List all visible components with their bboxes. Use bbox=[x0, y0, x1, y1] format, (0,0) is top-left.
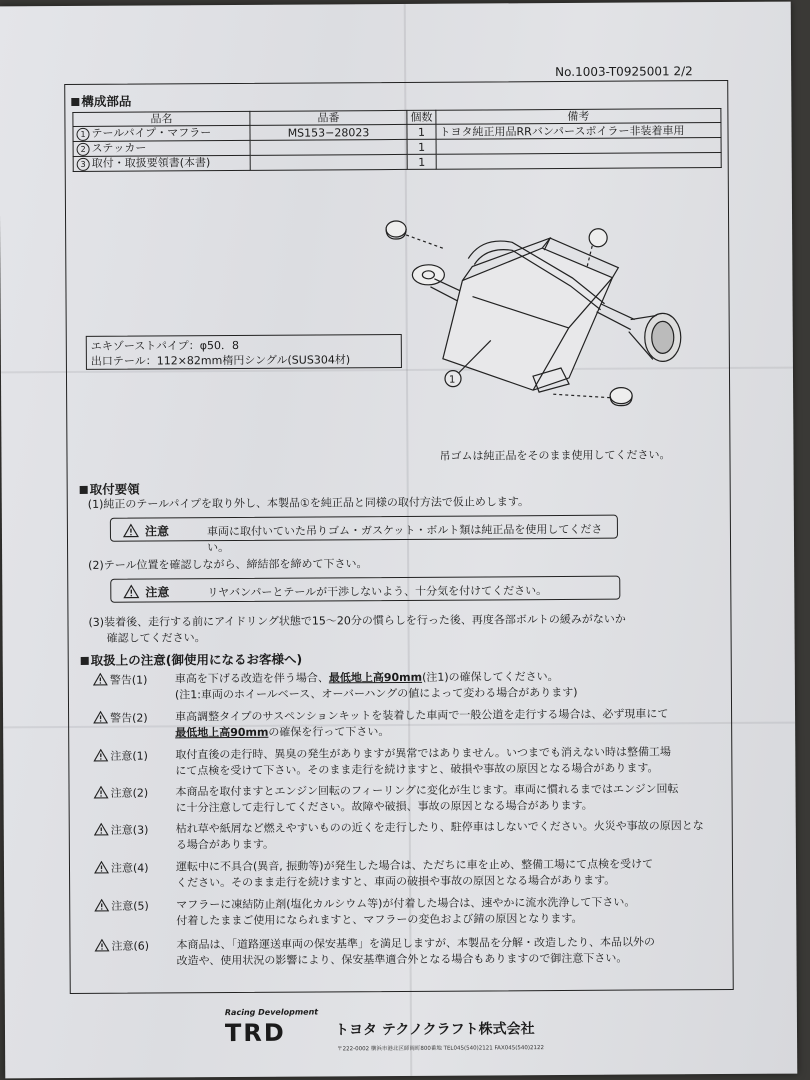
handling-text-2: に十分注意して走行してください。故障や破損、事故の原因となる場合があります。 bbox=[175, 798, 593, 815]
caution-label: 注意 bbox=[144, 524, 170, 539]
warning-triangle-icon bbox=[93, 711, 108, 724]
spec-box bbox=[86, 334, 402, 370]
handling-text: 車高調整タイプのサスペンションキットを装着した車両で一般公道を走行する場合は、必ず現車にて bbox=[175, 707, 669, 724]
warning-triangle-icon bbox=[94, 861, 109, 874]
part-remarks: トヨタ純正用品RRバンパースポイラー非装着車用 bbox=[436, 123, 721, 140]
parts-table bbox=[72, 108, 721, 172]
handling-label: 注意(6) bbox=[111, 939, 150, 953]
part-remarks bbox=[436, 153, 721, 170]
handling-text: 車高を下げる改造を伴う場合、 bbox=[174, 671, 329, 686]
handling-text-2: ください。そのまま走行を続けますと、車両の破損や事故の原因となる場合があります。 bbox=[176, 873, 616, 890]
install-heading: 取付要領 bbox=[80, 480, 140, 498]
install-step-1: (1)純正のテールパイプを取り外し、本製品①を純正品と同様の取付方法で仮止めします。 bbox=[87, 495, 530, 511]
spec-outlet-tail: 出口テール：112×82mm楕円シングル(SUS304材) bbox=[90, 353, 351, 368]
caution-message-1: 車両に取付いていた吊りゴム・ガスケット・ボルト類は純正品を使用してください。 bbox=[206, 522, 603, 555]
diagram-callout: 1 bbox=[448, 374, 456, 386]
company-name: トヨタ テクノクラフト株式会社 bbox=[334, 1021, 535, 1039]
warning-triangle-icon bbox=[93, 786, 108, 799]
company-address: 〒222-0002 横浜市港北区師岡町800番地 TEL045(540)2121 FAX045(540)2122 bbox=[337, 1045, 545, 1053]
instruction-sheet bbox=[0, 2, 797, 1079]
document-number: No.1003-T0925001 2/2 bbox=[555, 64, 693, 80]
handling-text-2: (注1:車両のホイールベース、オーバーハングの値によって変わる場合があります) bbox=[174, 685, 578, 702]
handling-text: 運転中に不具合(異音, 振動等)が発生した場合は、ただちに車を止め、整備工場にて点検を受けて bbox=[175, 857, 654, 874]
spec-exhaust-pipe: エキゾーストパイプ：φ50．8 bbox=[90, 338, 240, 353]
parts-heading: 構成部品 bbox=[71, 92, 131, 110]
part-number bbox=[250, 154, 407, 170]
handling-label: 注意(1) bbox=[110, 749, 148, 763]
warning-triangle-icon bbox=[93, 673, 108, 686]
handling-emphasis: 最低地上高90mm bbox=[175, 725, 269, 740]
handling-text: 枯れ草や紙屑など燃えやすいものの近くを走行したり、駐停車はしないでください。火災や事故の原因とな bbox=[175, 819, 704, 836]
handling-text-2: る場合があります。 bbox=[175, 837, 275, 852]
caution-box-2 bbox=[110, 576, 620, 603]
muffler-diagram bbox=[372, 207, 693, 419]
handling-text: (注1)の確保してください。 bbox=[422, 670, 559, 684]
caution-label: 注意 bbox=[145, 585, 170, 600]
part-name: ステッカー bbox=[91, 141, 147, 155]
header-remarks: 備考 bbox=[436, 109, 721, 125]
install-step-3-cont: 確認してください。 bbox=[106, 631, 206, 645]
trd-logo bbox=[225, 1007, 318, 1047]
hanger-note: 吊ゴムは純正品をそのまま使用してください。 bbox=[439, 448, 671, 463]
warning-triangle-icon bbox=[123, 585, 139, 599]
handling-text-2: にて点検を受けて下さい。そのまま走行を続けますと、破損や事故の原因となる場合があります。 bbox=[175, 761, 659, 778]
handling-text-2: 改造や、使用状況の影響により、保安基準適合外となる場合もありますので御注意下さい。 bbox=[176, 951, 628, 968]
install-step-2: (2)テール位置を確認しながら、締結部を締めて下さい。 bbox=[88, 557, 368, 572]
handling-text: 取付直後の走行時、異臭の発生がありますが異常ではありません。いつまでも消えない時は整備工場 bbox=[175, 745, 672, 762]
part-number: MS153−28023 bbox=[250, 124, 407, 140]
warning-triangle-icon bbox=[94, 899, 109, 912]
handling-label: 注意(4) bbox=[110, 861, 149, 875]
part-qty: 1 bbox=[407, 139, 436, 154]
row-number: 3 bbox=[77, 158, 90, 171]
handling-text-2: 付着したままご使用になられますと、マフラーの変色および錆の原因となります。 bbox=[176, 911, 583, 928]
row-number: 1 bbox=[76, 128, 89, 141]
warning-triangle-icon bbox=[94, 939, 109, 952]
header-qty: 個数 bbox=[407, 110, 436, 124]
part-remarks bbox=[436, 138, 721, 155]
handling-label: 注意(2) bbox=[110, 786, 149, 800]
warning-triangle-icon bbox=[93, 749, 108, 762]
part-qty: 1 bbox=[407, 124, 436, 139]
caution-box-1 bbox=[110, 515, 618, 555]
warning-triangle-icon bbox=[123, 524, 139, 538]
handling-label: 注意(3) bbox=[110, 823, 149, 837]
handling-text: マフラーに凍結防止剤(塩化カルシウム等)が付着した場合は、速やかに流水洗浄して下さい。 bbox=[176, 895, 636, 912]
part-number bbox=[250, 139, 407, 155]
caution-message-2: リヤバンパーとテールが干渉しないよう、十分気を付けてください。 bbox=[207, 584, 548, 600]
handling-label: 注意(5) bbox=[111, 899, 149, 913]
part-name: テールパイプ・マフラー bbox=[91, 126, 212, 140]
part-name: 取付・取扱要領書(本書) bbox=[91, 156, 211, 170]
handling-text: 本商品は、「道路運送車両の保安基準」を満足しますが、本製品を分解・改造したり、本品以外の bbox=[176, 935, 655, 952]
header-name: 品名 bbox=[73, 111, 250, 126]
handling-label: 警告(1) bbox=[109, 673, 148, 687]
handling-emphasis: 最低地上高90mm bbox=[328, 670, 423, 685]
header-part-no: 品番 bbox=[250, 110, 407, 125]
part-qty: 1 bbox=[407, 154, 436, 169]
install-step-3: (3)装着後、走行する前にアイドリング状態で15～20分の慣らしを行った後、再度各部ボルトの緩みがないか bbox=[88, 612, 626, 629]
warning-triangle-icon bbox=[94, 823, 109, 836]
handling-label: 警告(2) bbox=[110, 711, 148, 725]
brand-logo: TRD bbox=[224, 1018, 286, 1048]
brand-small: Racing Development bbox=[224, 1007, 319, 1018]
handling-heading: 取扱上の注意(御使用になるお客様へ) bbox=[81, 650, 303, 669]
row-number: 2 bbox=[77, 143, 90, 156]
handling-text-2: の確保を行って下さい。 bbox=[268, 725, 390, 739]
handling-text: 本商品を取付ますとエンジン回転のフィーリングに変化が生じます。車両に慣れるまではエンジン回転 bbox=[175, 782, 679, 799]
